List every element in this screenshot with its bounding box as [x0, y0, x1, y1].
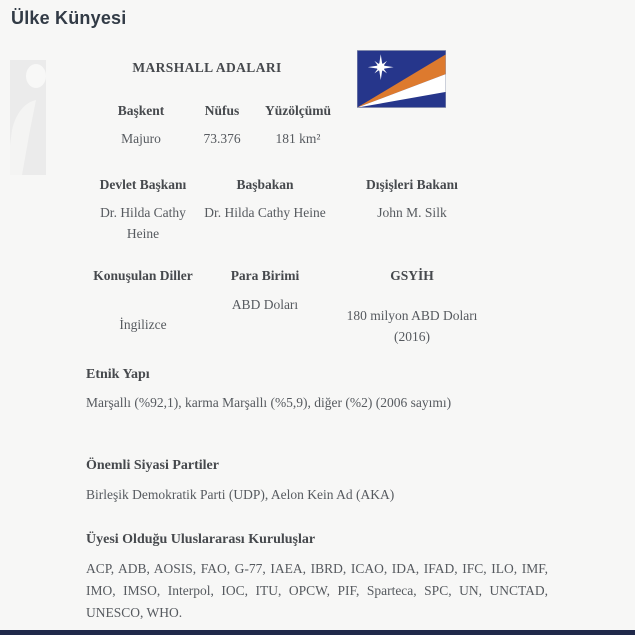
infobox-label-baskent: Başkent: [117, 103, 165, 118]
infobox-label-disisleri-bakani: Dışişleri Bakanı: [366, 177, 458, 192]
section-heading-uluslararasi-kuruluslar: Üyesi Olduğu Uluslararası Kuruluşlar: [86, 532, 316, 547]
infobox-label-para-birimi: Para Birimi: [230, 268, 300, 283]
infobox-label-konusulan-diller: Konuşulan Diller: [93, 268, 193, 283]
watermark-letter-icon: [10, 60, 46, 175]
infobox-label-yuzolcumu: Yüzölçümü: [264, 103, 331, 118]
infobox-label-nufus: Nüfus: [204, 103, 240, 118]
section-body-etnik-yapi: Marşallı (%92,1), karma Marşallı (%5,9), diğer (%2) (2006 sayımı): [86, 395, 452, 410]
page-title: Ülke Künyesi: [11, 8, 127, 28]
infobox-value-disisleri-bakani: John M. Silk: [377, 205, 447, 220]
section-body-uluslararasi-kuruluslar: ACP, ADB, AOSIS, FAO, G-77, IAEA, IBRD, ICAO, IDA, IFAD, IFC, ILO, IMF, IMO, IMSO, Interpol, IOC, ITU, OPCW, PIF, Sparteca, SPC, UN, UNCTAD, UNESCO, WHO.: [86, 561, 548, 620]
infobox-value-para-birimi: ABD Doları: [231, 297, 299, 312]
infobox-label-devlet-baskani: Devlet Başkanı: [99, 177, 187, 192]
infobox-value-yuzolcumu: 181 km²: [275, 131, 321, 146]
marshall-islands-flag-icon: [357, 50, 446, 108]
infobox-value-konusulan-diller: İngilizce: [119, 317, 167, 332]
infobox-value-devlet-baskani: Dr. Hilda Cathy Heine: [100, 205, 186, 241]
infobox-label-gsyih: GSYİH: [390, 268, 434, 283]
infobox-value-gsyih: 180 milyon ABD Doları (2016): [346, 308, 478, 344]
infobox-value-nufus: 73.376: [203, 131, 241, 146]
section-heading-siyasi-partiler: Önemli Siyasi Partiler: [86, 458, 219, 473]
section-heading-etnik-yapi: Etnik Yapı: [86, 367, 150, 382]
country-name: MARSHALL ADALARI: [132, 60, 282, 75]
infobox-value-baskent: Majuro: [121, 131, 161, 146]
bottom-bar-divider: [0, 630, 635, 635]
infobox-value-basbakan: Dr. Hilda Cathy Heine: [204, 205, 326, 220]
infobox-label-basbakan: Başbakan: [236, 177, 294, 192]
section-body-siyasi-partiler: Birleşik Demokratik Parti (UDP), Aelon Kein Ad (AKA): [86, 487, 395, 502]
